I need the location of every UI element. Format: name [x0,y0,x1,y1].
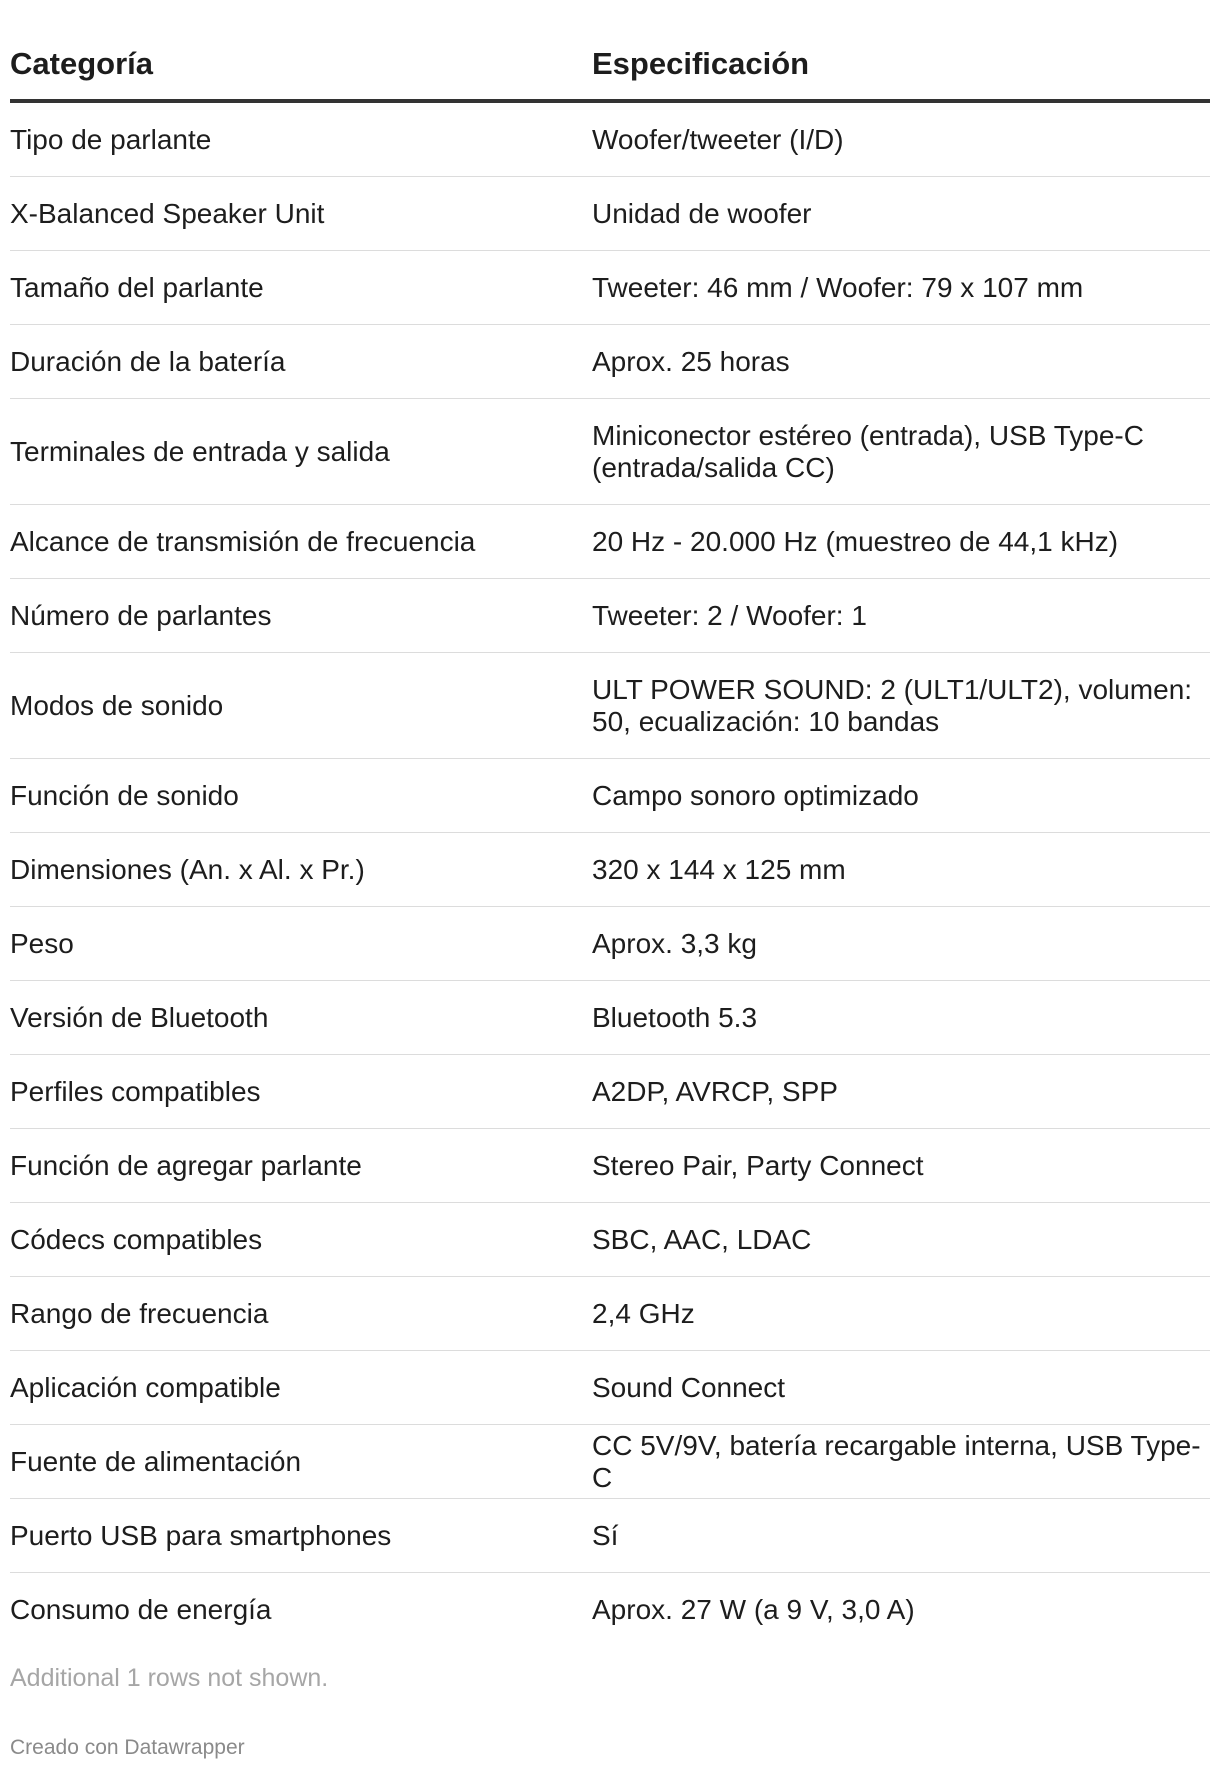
row-spec: 20 Hz - 20.000 Hz (muestreo de 44,1 kHz) [592,505,1210,579]
row-category: Modos de sonido [10,653,592,759]
table-header-row [10,28,1210,101]
row-category: Tamaño del parlante [10,251,592,325]
table-row [10,1499,1210,1573]
table-row [10,177,1210,251]
table-row [10,251,1210,325]
table-row [10,1277,1210,1351]
row-category: Alcance de transmisión de frecuencia [10,505,592,579]
row-spec: Aprox. 3,3 kg [592,907,1210,981]
row-category: Perfiles compatibles [10,1055,592,1129]
row-spec: Aprox. 27 W (a 9 V, 3,0 A) [592,1594,915,1625]
table-row [10,579,1210,653]
header-especificacion[interactable]: Especificación [592,28,1210,101]
header-categoria[interactable]: Categoría [10,28,592,101]
table-row [10,399,1210,505]
row-spec: 320 x 144 x 125 mm [592,833,1210,907]
table-row [10,101,1210,177]
row-category: Versión de Bluetooth [10,981,592,1055]
row-spec: CC 5V/9V, batería recargable interna, USB Type-C [592,1425,1210,1499]
table-row [10,1351,1210,1425]
row-spec: Stereo Pair, Party Connect [592,1129,1210,1203]
row-category: Función de sonido [10,759,592,833]
row-spec: Tweeter: 2 / Woofer: 1 [592,579,1210,653]
datawrapper-credit[interactable]: Creado con Datawrapper [10,1736,245,1759]
row-category: Tipo de parlante [10,101,592,177]
row-category: Terminales de entrada y salida [10,399,592,505]
row-category: Dimensiones (An. x Al. x Pr.) [10,833,592,907]
row-spec: Sí [592,1499,1210,1573]
rows-not-shown-note: Additional 1 rows not shown. [10,1664,329,1692]
table-row [10,1425,1210,1499]
row-spec: SBC, AAC, LDAC [592,1203,1210,1277]
table-row [10,833,1210,907]
table-row [10,1129,1210,1203]
row-spec: ULT POWER SOUND: 2 (ULT1/ULT2), volumen: 50, ecualización: 10 bandas [592,653,1210,759]
table-row [10,759,1210,833]
row-category: Duración de la batería [10,325,592,399]
row-category: X-Balanced Speaker Unit [10,177,592,251]
row-category: Rango de frecuencia [10,1277,592,1351]
row-spec: Bluetooth 5.3 [592,981,1210,1055]
row-category: Códecs compatibles [10,1203,592,1277]
row-spec: Tweeter: 46 mm / Woofer: 79 x 107 mm [592,251,1210,325]
table-row [10,1055,1210,1129]
row-category: Aplicación compatible [10,1351,592,1425]
row-category: Función de agregar parlante [10,1129,592,1203]
table-row [10,505,1210,579]
table-row [10,981,1210,1055]
row-category: Fuente de alimentación [10,1425,592,1499]
row-category: Puerto USB para smartphones [10,1499,592,1573]
table-row [10,325,1210,399]
row-category: Peso [10,907,592,981]
row-spec: Unidad de woofer [592,177,1210,251]
row-spec: Aprox. 25 horas [592,325,1210,399]
row-spec: 2,4 GHz [592,1277,1210,1351]
row-spec: Miniconector estéreo (entrada), USB Type-C (entrada/salida CC) [592,399,1210,505]
spec-table [10,28,1210,1647]
table-row [10,1203,1210,1277]
row-spec: A2DP, AVRCP, SPP [592,1055,1210,1129]
table-row [10,1573,1210,1648]
table-row [10,653,1210,759]
row-category: Número de parlantes [10,579,592,653]
row-spec: Campo sonoro optimizado [592,759,1210,833]
row-category: Consumo de energía [10,1594,272,1625]
row-spec: Sound Connect [592,1351,1210,1425]
table-row [10,907,1210,981]
row-spec: Woofer/tweeter (I/D) [592,101,1210,177]
